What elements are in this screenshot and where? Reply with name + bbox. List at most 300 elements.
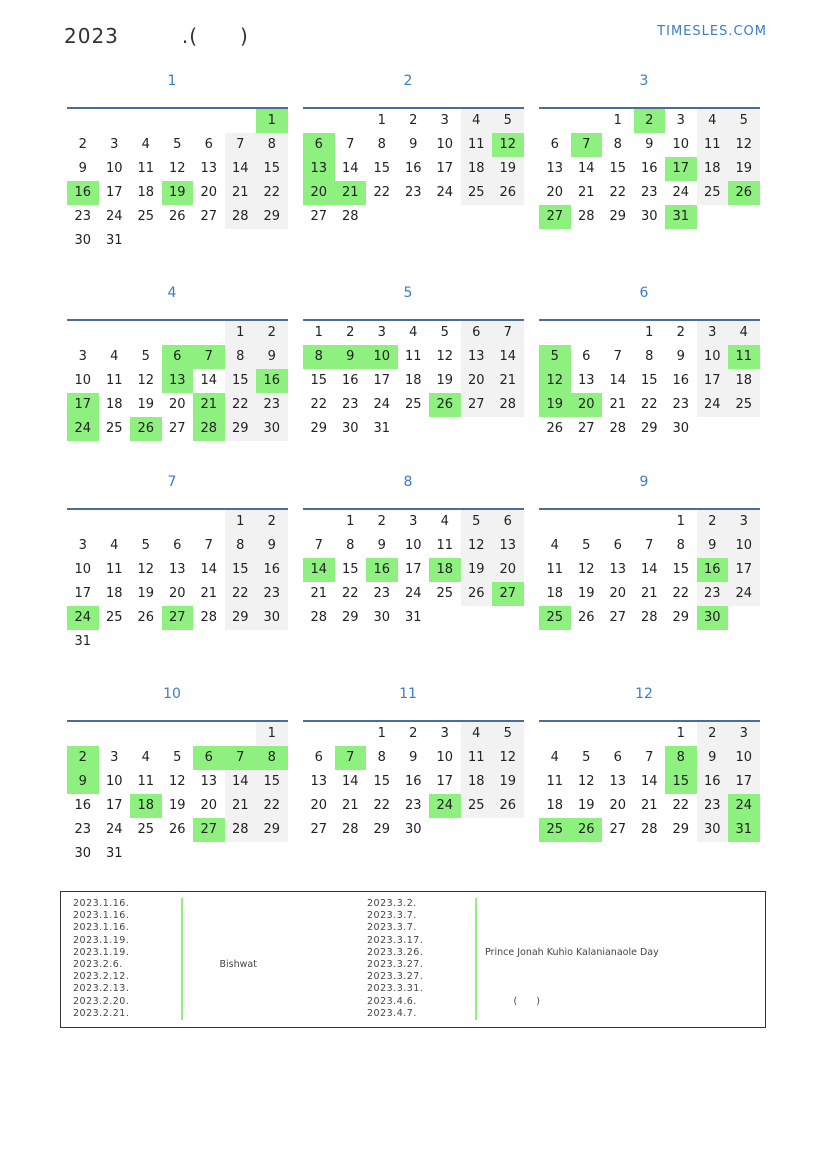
day-cell: 29 <box>672 822 690 837</box>
day-cell: 8 <box>665 746 697 770</box>
day-cell <box>697 205 729 229</box>
holiday-marker <box>181 971 183 983</box>
day-cell: 21 <box>225 181 257 205</box>
day-cell: 13 <box>200 774 218 789</box>
day-cell: 11 <box>404 349 422 364</box>
day-cell: 9 <box>697 534 729 558</box>
week-row <box>67 133 288 157</box>
day-cell: 2 <box>697 510 729 534</box>
day-cell: 23 <box>640 185 658 200</box>
day-cell: 10 <box>436 750 454 765</box>
day-cell: 10 <box>436 137 454 152</box>
holiday-marker <box>475 935 477 947</box>
month-name: 8 <box>403 474 413 490</box>
holiday-marker <box>475 910 477 922</box>
day-cell: 9 <box>377 538 386 553</box>
day-cell: 24 <box>105 209 123 224</box>
day-cell: 28 <box>577 209 595 224</box>
week-row <box>67 722 288 746</box>
day-cell: 15 <box>373 774 391 789</box>
day-cell: 26 <box>168 822 186 837</box>
holiday-marker <box>475 1008 477 1020</box>
day-cell: 14 <box>200 562 218 577</box>
day-cell <box>539 722 571 746</box>
day-cell: 20 <box>461 369 493 393</box>
week-row <box>303 157 524 181</box>
day-cell: 20 <box>546 185 564 200</box>
day-cell: 21 <box>640 586 658 601</box>
day-cell: 26 <box>728 181 760 205</box>
day-cell: 28 <box>341 209 359 224</box>
week-row <box>303 393 524 417</box>
day-cell: 17 <box>105 798 123 813</box>
day-cell: 26 <box>492 794 524 818</box>
day-cell: 8 <box>377 750 386 765</box>
day-cell: 19 <box>539 393 571 417</box>
day-cell: 28 <box>609 421 627 436</box>
day-cell: 28 <box>225 205 257 229</box>
day-cell: 29 <box>341 610 359 625</box>
day-cell: 9 <box>256 534 288 558</box>
day-cell: 3 <box>78 349 87 364</box>
day-cell: 30 <box>672 421 690 436</box>
day-cell: 5 <box>728 109 760 133</box>
day-cell: 22 <box>225 393 257 417</box>
day-cell: 4 <box>141 750 150 765</box>
day-cell: 23 <box>697 582 729 606</box>
day-cell: 12 <box>436 349 454 364</box>
day-cell <box>539 109 571 133</box>
day-cell: 18 <box>105 397 123 412</box>
day-cell: 1 <box>225 321 257 345</box>
day-cell: 6 <box>193 746 225 770</box>
day-cell <box>193 842 225 866</box>
week-row <box>539 321 760 345</box>
day-cell: 19 <box>492 157 524 181</box>
day-cell: 2 <box>697 722 729 746</box>
month-name: 2 <box>403 73 413 89</box>
day-cell: 31 <box>105 846 123 861</box>
week-row <box>303 582 524 606</box>
day-cell: 25 <box>539 606 571 630</box>
holiday-date: 2023.3.2. <box>367 898 417 909</box>
day-cell: 17 <box>697 369 729 393</box>
day-cell: 8 <box>225 534 257 558</box>
day-cell: 27 <box>609 610 627 625</box>
week-row <box>539 582 760 606</box>
day-cell: 23 <box>404 798 422 813</box>
day-cell: 6 <box>204 137 213 152</box>
holiday-date: 2023.3.27. <box>367 958 424 970</box>
holiday-date: 2023.2.12. <box>73 971 130 983</box>
week-row <box>539 345 760 369</box>
day-cell <box>193 109 225 133</box>
day-cell: 25 <box>105 610 123 625</box>
day-cell: 9 <box>335 345 367 369</box>
day-cell: 5 <box>492 109 524 133</box>
month-grid <box>303 508 524 630</box>
day-cell: 3 <box>697 321 729 345</box>
week-row <box>539 794 760 818</box>
day-cell: 14 <box>577 161 595 176</box>
day-cell <box>429 205 461 229</box>
day-cell: 25 <box>105 421 123 436</box>
day-cell: 8 <box>377 137 386 152</box>
day-cell <box>398 417 430 441</box>
day-cell: 29 <box>225 417 257 441</box>
day-cell: 7 <box>613 349 622 364</box>
day-cell: 21 <box>225 794 257 818</box>
day-cell: 26 <box>168 209 186 224</box>
month-grid <box>539 720 760 842</box>
day-cell: 21 <box>640 798 658 813</box>
holiday-date: 2023.2.21. <box>73 1007 130 1019</box>
day-cell: 21 <box>492 369 524 393</box>
week-row <box>539 746 760 770</box>
day-cell: 19 <box>461 558 493 582</box>
day-cell: 31 <box>105 233 123 248</box>
day-cell <box>162 842 194 866</box>
day-cell: 16 <box>404 774 422 789</box>
day-cell: 4 <box>110 349 119 364</box>
day-cell: 25 <box>728 393 760 417</box>
day-cell: 22 <box>310 397 328 412</box>
day-cell <box>67 321 99 345</box>
day-cell: 23 <box>74 209 92 224</box>
day-cell: 6 <box>613 750 622 765</box>
day-cell <box>67 510 99 534</box>
week-row <box>303 606 524 630</box>
week-row <box>67 345 288 369</box>
day-cell: 1 <box>645 325 654 340</box>
day-cell: 19 <box>577 586 595 601</box>
day-cell: 3 <box>110 750 119 765</box>
page-title: 2023 .( ) <box>64 24 249 48</box>
site-logo[interactable]: TIMESLES.COM <box>657 24 767 39</box>
week-row <box>539 109 760 133</box>
day-cell: 20 <box>571 393 603 417</box>
day-cell: 22 <box>373 798 391 813</box>
day-cell: 13 <box>609 562 627 577</box>
day-cell: 16 <box>672 373 690 388</box>
day-cell: 5 <box>492 722 524 746</box>
holiday-date: 2023.3.17. <box>367 934 424 946</box>
day-cell <box>99 510 131 534</box>
day-cell: 14 <box>640 774 658 789</box>
holiday-date: 2023.1.16. <box>73 898 130 909</box>
day-cell: 15 <box>640 373 658 388</box>
day-cell: 23 <box>74 822 92 837</box>
day-cell: 25 <box>137 822 155 837</box>
week-row <box>539 770 760 794</box>
week-row <box>303 558 524 582</box>
day-cell: 4 <box>550 538 559 553</box>
day-cell: 27 <box>609 822 627 837</box>
day-cell: 15 <box>341 562 359 577</box>
day-cell: 10 <box>728 746 760 770</box>
month-grid <box>539 319 760 441</box>
day-cell: 22 <box>373 185 391 200</box>
day-cell <box>492 818 524 842</box>
day-cell: 10 <box>728 534 760 558</box>
day-cell <box>634 510 666 534</box>
day-cell: 27 <box>461 393 493 417</box>
day-cell: 6 <box>314 750 323 765</box>
day-cell <box>130 321 162 345</box>
day-cell: 16 <box>697 770 729 794</box>
week-row <box>539 133 760 157</box>
day-cell <box>162 109 194 133</box>
day-cell: 18 <box>105 586 123 601</box>
week-row <box>67 606 288 630</box>
day-cell: 26 <box>429 393 461 417</box>
day-cell: 3 <box>377 325 386 340</box>
month-grid <box>67 508 288 654</box>
day-cell: 28 <box>200 610 218 625</box>
day-cell: 30 <box>697 606 729 630</box>
day-cell: 10 <box>404 538 422 553</box>
day-cell <box>130 510 162 534</box>
day-cell: 12 <box>577 774 595 789</box>
day-cell: 14 <box>492 345 524 369</box>
week-row <box>67 794 288 818</box>
day-cell: 3 <box>728 722 760 746</box>
day-cell: 8 <box>346 538 355 553</box>
day-cell: 15 <box>373 161 391 176</box>
day-cell <box>67 722 99 746</box>
day-cell <box>256 229 288 253</box>
day-cell <box>193 321 225 345</box>
day-cell: 9 <box>676 349 685 364</box>
day-cell: 13 <box>546 161 564 176</box>
day-cell: 11 <box>137 774 155 789</box>
day-cell: 29 <box>256 818 288 842</box>
day-cell: 7 <box>645 538 654 553</box>
day-cell <box>99 630 131 654</box>
day-cell: 29 <box>640 421 658 436</box>
holiday-marker <box>181 996 183 1008</box>
holiday-marker <box>475 996 477 1008</box>
week-row <box>67 510 288 534</box>
day-cell <box>67 109 99 133</box>
holiday-marker <box>475 983 477 995</box>
day-cell: 12 <box>577 562 595 577</box>
day-cell: 28 <box>492 393 524 417</box>
day-cell: 10 <box>366 345 398 369</box>
day-cell <box>728 606 760 630</box>
day-cell: 14 <box>341 161 359 176</box>
month-name: 7 <box>167 474 177 490</box>
day-cell: 17 <box>67 393 99 417</box>
day-cell: 3 <box>110 137 119 152</box>
holiday-marker <box>181 922 183 934</box>
day-cell: 25 <box>697 181 729 205</box>
day-cell <box>461 606 493 630</box>
week-row <box>539 369 760 393</box>
holiday-marker <box>475 898 477 910</box>
day-cell: 1 <box>377 726 386 741</box>
day-cell: 24 <box>373 397 391 412</box>
day-cell: 13 <box>492 534 524 558</box>
day-cell: 2 <box>256 510 288 534</box>
day-cell: 13 <box>162 369 194 393</box>
month-name: 10 <box>163 686 181 702</box>
day-cell: 31 <box>373 421 391 436</box>
week-row <box>303 369 524 393</box>
week-row <box>539 157 760 181</box>
day-cell: 26 <box>577 610 595 625</box>
day-cell: 18 <box>546 586 564 601</box>
day-cell: 16 <box>67 181 99 205</box>
day-cell: 4 <box>409 325 418 340</box>
month-name: 5 <box>403 285 413 301</box>
day-cell: 15 <box>256 770 288 794</box>
day-cell: 10 <box>697 345 729 369</box>
week-row <box>539 510 760 534</box>
week-row <box>539 417 760 441</box>
day-cell: 30 <box>697 818 729 842</box>
day-cell: 27 <box>168 421 186 436</box>
day-cell: 1 <box>225 510 257 534</box>
day-cell <box>130 842 162 866</box>
day-cell <box>303 109 335 133</box>
day-cell: 21 <box>310 586 328 601</box>
day-cell: 22 <box>609 185 627 200</box>
day-cell: 27 <box>200 209 218 224</box>
week-row <box>67 369 288 393</box>
day-cell <box>728 205 760 229</box>
day-cell: 17 <box>665 157 697 181</box>
day-cell: 25 <box>461 794 493 818</box>
day-cell: 12 <box>492 746 524 770</box>
day-cell <box>492 417 524 441</box>
week-row <box>67 818 288 842</box>
day-cell: 16 <box>256 369 288 393</box>
holiday-name: ( ) <box>485 995 540 1007</box>
day-cell: 4 <box>110 538 119 553</box>
day-cell <box>366 205 398 229</box>
day-cell: 7 <box>204 538 213 553</box>
day-cell <box>398 205 430 229</box>
holiday-date: 2023.1.19. <box>73 946 130 958</box>
week-row <box>303 321 524 345</box>
day-cell <box>193 630 225 654</box>
day-cell: 17 <box>404 562 422 577</box>
day-cell: 18 <box>728 369 760 393</box>
day-cell: 13 <box>609 774 627 789</box>
day-cell: 16 <box>697 558 729 582</box>
day-cell: 2 <box>634 109 666 133</box>
day-cell <box>571 510 603 534</box>
day-cell: 24 <box>67 606 99 630</box>
day-cell <box>130 722 162 746</box>
holiday-date: 2023.3.27. <box>367 971 424 983</box>
day-cell: 30 <box>373 610 391 625</box>
day-cell: 13 <box>200 161 218 176</box>
day-cell: 24 <box>429 794 461 818</box>
day-cell: 21 <box>335 181 367 205</box>
day-cell: 7 <box>193 345 225 369</box>
day-cell: 5 <box>440 325 449 340</box>
day-cell: 19 <box>168 798 186 813</box>
day-cell: 19 <box>492 770 524 794</box>
day-cell: 31 <box>728 818 760 842</box>
month-grid <box>303 319 524 441</box>
holiday-marker <box>181 947 183 959</box>
day-cell: 26 <box>546 421 564 436</box>
day-cell: 24 <box>436 185 454 200</box>
day-cell: 18 <box>130 794 162 818</box>
day-cell: 14 <box>225 770 257 794</box>
day-cell: 30 <box>640 209 658 224</box>
holiday-marker <box>181 910 183 922</box>
day-cell: 17 <box>728 558 760 582</box>
day-cell: 21 <box>193 393 225 417</box>
day-cell: 22 <box>672 798 690 813</box>
day-cell: 1 <box>314 325 323 340</box>
day-cell: 30 <box>256 417 288 441</box>
day-cell: 26 <box>571 818 603 842</box>
day-cell: 11 <box>728 345 760 369</box>
day-cell <box>303 722 335 746</box>
holiday-marker <box>475 922 477 934</box>
holiday-date: 2023.1.19. <box>73 934 130 946</box>
day-cell: 19 <box>728 157 760 181</box>
day-cell: 1 <box>613 113 622 128</box>
day-cell: 10 <box>672 137 690 152</box>
day-cell <box>492 606 524 630</box>
day-cell <box>728 417 760 441</box>
day-cell <box>130 630 162 654</box>
day-cell: 13 <box>577 373 595 388</box>
holiday-date: 2023.1.16. <box>73 910 130 922</box>
holiday-name: Bishwat <box>191 958 257 970</box>
day-cell <box>162 510 194 534</box>
day-cell: 14 <box>225 157 257 181</box>
day-cell: 27 <box>310 209 328 224</box>
day-cell: 8 <box>303 345 335 369</box>
week-row <box>67 109 288 133</box>
day-cell: 31 <box>665 205 697 229</box>
day-cell: 19 <box>137 586 155 601</box>
day-cell: 2 <box>409 726 418 741</box>
day-cell: 5 <box>582 538 591 553</box>
day-cell: 28 <box>640 610 658 625</box>
day-cell: 18 <box>404 373 422 388</box>
day-cell: 12 <box>728 133 760 157</box>
day-cell <box>225 630 257 654</box>
week-row <box>539 534 760 558</box>
day-cell: 10 <box>74 373 92 388</box>
day-cell: 25 <box>436 586 454 601</box>
day-cell: 23 <box>672 397 690 412</box>
day-cell: 14 <box>341 774 359 789</box>
day-cell: 18 <box>137 185 155 200</box>
day-cell: 6 <box>162 345 194 369</box>
day-cell: 29 <box>373 822 391 837</box>
day-cell: 27 <box>310 822 328 837</box>
day-cell: 25 <box>404 397 422 412</box>
day-cell: 6 <box>492 510 524 534</box>
day-cell: 4 <box>141 137 150 152</box>
day-cell: 27 <box>577 421 595 436</box>
day-cell: 12 <box>168 161 186 176</box>
day-cell: 5 <box>141 349 150 364</box>
day-cell: 3 <box>440 726 449 741</box>
holiday-date: 2023.3.26. <box>367 946 424 958</box>
day-cell <box>461 417 493 441</box>
day-cell: 12 <box>461 534 493 558</box>
